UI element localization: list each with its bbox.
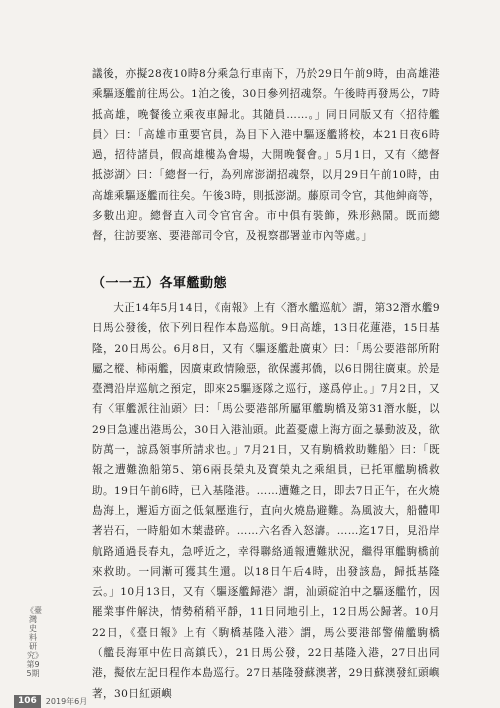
page-number: 106 [14, 695, 41, 708]
issue-date: 2019年6月 [45, 696, 88, 706]
body-paragraph: 議後，亦擬28夜10時8分乘急行車南下，乃於29日午前9時，由高雄港乘驅逐艦前往馬公。1泊之後，30日參列招魂祭。午後時再發馬公，7時抵高雄，晚餐後立乘夜車歸北。其隨員……。」同日同版又有〈招待艦員〉曰：「高雄市重要官員，為目下入港中驅逐艦將校，本21日夜6時過，招待諸員，假高雄樓為會場，大開晚餐會。」5月1日，又有〈總督抵澎湖〉曰：「總督一行，為列席澎湖招魂祭，以月29日午前10時，由高雄乘驅逐艦而往矣。午後3時，則抵澎湖。藤原司令官，其他紳商等，多數出迎。總督直入司令官官舍。市中俱有裝飾，殊形熱鬧。既而總督，往訪要塞、要港部司令官，及視察郡署並市內等處。」 [92, 68, 440, 243]
journal-side-label: 《臺灣史料研究》第95期 [26, 606, 42, 678]
section-heading: （一一五）各軍艦動態 [92, 276, 228, 291]
body-text-block-2 [92, 298, 440, 704]
body-paragraph: 大正14年5月14日，《南報》上有〈潛水艦巡航〉謂，第32潛水艦9日馬公發後，依下列日程作本島巡航。9日高雄，13日花蓮港，15日基隆，20日馬公。6月8日，又有〈驅逐艦赴廣東〉曰：「馬公要港部所附屬之樅、柿兩艦，因廣東政情險惡，欲保護邦僑，以6日開往廣東。於是臺灣沿岸巡航之預定，即來25驅逐隊之巡行，遂爲停止。」7月2日，又有〈軍艦派往汕頭〉曰：「馬公要港部所屬軍艦駒橋及第31潛水艇，以29日急遽出港馬公，30日入港汕頭。此蓋憂慮上海方面之暴動波及，欲防萬一，諒爲領事所請求也。」7月21日，又有駒橋救助難船〉曰：「既報之遭難漁船第5、第6兩長榮丸及寶榮丸之乘組員，已托軍艦駒橋救助。19日午前6時，已入基隆港。……遭難之日，即去7日正午，在火燒島海上，邂逅方面之低氣壓進行，直向火燒島避難。為風波大，船體叩著岩石，一時船如木葉盡碎。……六名香入怒濤。……迄17日，見沿岸航路通過長春丸，急呼近之，幸得聯絡通報遭難狀況，繼得軍艦駒橋前來救助。一同漸可獲其生還。以18日午后4時，出發該島，歸抵基隆云。」10月13日，又有〈驅逐艦歸港〉謂，汕頭碇泊中之驅逐艦竹，因罷業事件解決，情勢稍稍平靜，11日同地引上，12日馬公歸著。10月22日，《臺日報》上有〈駒橋基隆入港〉謂，馬公要港部警備艦駒橋（艦長海軍中佐日高鎮氏），21日馬公發，22日基隆入港，27日出同港，擬依左記日程作本島巡行。27日基隆發蘇澳著，29日蘇澳發紅頭嶼著，30日紅頭嶼 [92, 302, 440, 700]
body-text-block-1 [92, 64, 440, 247]
